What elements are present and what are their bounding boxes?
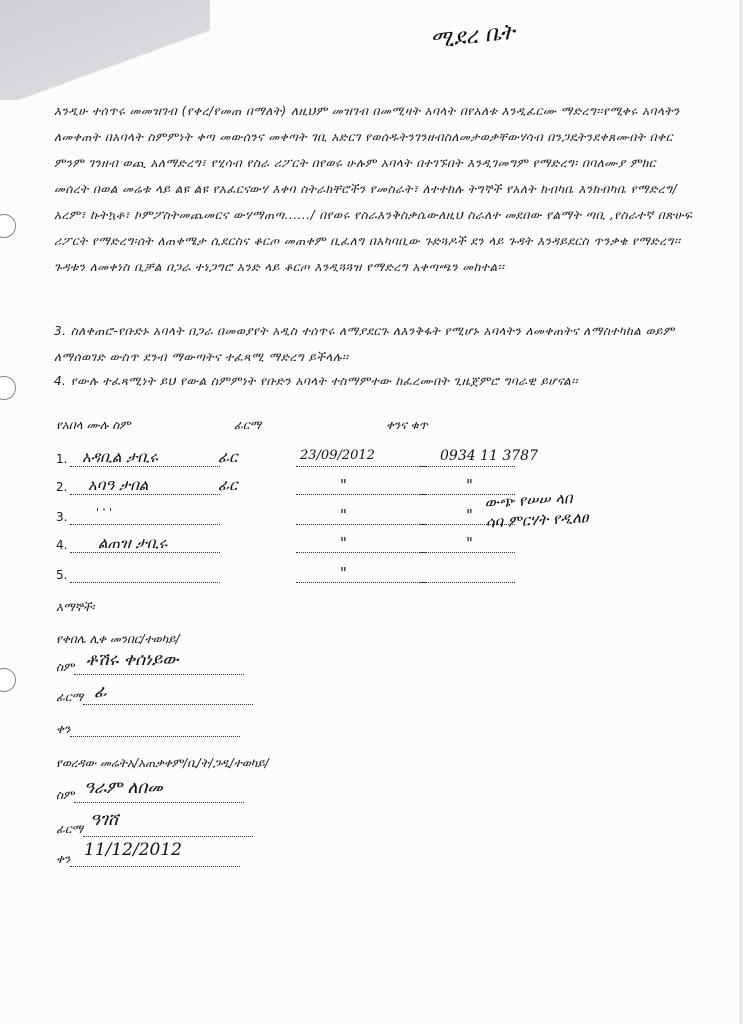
paragraph-duties: እንዲሁ ተሰጥሩ መመዝገብ (የቀረ/የመጠ በማለት) ለዚህም መዝገብ በመሚዛት አባላት በየአለቱ እንዲፈርሙ ማድረግ፡፡የሚቀሩ አባላትን ለመቀጠት በአባላት ስምምነት ቀጣ መውሰንና መቀጣት ገቢ አድርገ የወሰዱትንገንዘብስለመታወቃቸውሃሳብ በንጋዴትንደቀጸሙበት በቀር ምንም ገንዘብ ወጪ አለማድረግ፣ የሂሳብ የስራ ሪፖርት በየወሩ ሁሉም አባላት በተገኙበት እንዲገመግም የማድረግ፡ በባለሙያ ምክር መሰረት በወል መሬቱ ላይ ልዩ ልዩ የአፈርናውሃ እቀባ ስትራክቸሮችን የመስራት፣ ለተተከሉ ትግኞች የአለት ክብካቤ እንክብካቤ የማድረግ/አረም፣ ኩትኳቶ፣ ኮምፖስትመጨመርና ውሃማጠጣ....../ በየወሩ የስራእንቅስቃሴውለዚህ ስራለተ መደበው የልማት ጣቢ ,የስራተኛ በጽሁፍ ሪፖርት የማድረግ፡ሰት ለጠቀሜታ ሲደርስና ቆርጦ መጠቀም ቢፈለግ በአካባቢው ጉድጓዶች ደን ላይ ጉዳት እንዳይደርስ ጥንቃቄ የማድረግ፡፡ ጉዳቱን ለመቀነስ ቢቻል በጋራ ተነጋግሮ አንድ ላይ ቆርጦ እንዲጓጓዝ የማድረግ አቀጣጫን መከተል፡፡ [54,104,693,274]
member-signature: ፊር [218,476,238,494]
office-date-value: 11/12/2012 [84,840,182,860]
member-name: አዳቢል ታቢሩ [82,448,158,466]
table-row: 2. አባዓ ታበል ፊር " " [56,476,556,500]
member-name: ልጠዝ ታቢሩ [98,534,168,552]
office-signature: ዓገሸ [90,810,119,830]
paragraph-section-3: 3. ስለቀጠሮ-የቡድኑ አባላት በጋራ በመወያየት አዲስ ተሰጥሩ ለማያደርጉ ለእንቅፋት የሚሆኑ አባላትን ለመቀጠትና ለማስተካከል ወይም ለማሰወገድ ውስጥ ደንብ ማውጣትና ተፈጻሚ ማድረግ ይችላሉ፡፡ [54,324,675,364]
member-signature: ፊር [218,448,238,466]
member-name: አባዓ ታበል [88,476,149,494]
office-title: የወረዳው መሬትአ/አጠቃቀም/ቢ/ት/ጋዲ/ተወካይ/ [56,756,269,770]
table-row: 4. ልጠዝ ታቢሩ " " [56,534,556,558]
office-name-line: ስም [56,788,244,803]
folded-corner [0,0,210,100]
kebele-date-line: ቀን [56,722,240,737]
member-date: " [340,506,347,524]
witnesses-label: እማኞች፡ [56,600,95,614]
member-phone: " [466,506,473,524]
handwritten-side-note: ውጭ የሠሠ ላበ ሳባ ምርሃት የዲለፀ [484,489,589,532]
member-phone: " [466,476,473,494]
office-date-line: ቀን [56,852,240,867]
kebele-sign-line: ፊርማ [56,690,253,705]
handwritten-header-note: ሚደረ ቤት [428,19,516,54]
member-date: 23/09/2012 [300,448,375,463]
table-row: 3. ' ' ' " " [56,506,556,530]
header-date: ቀንና ቁጥ [386,418,428,432]
member-name: ' ' ' [96,506,113,519]
member-date: " [340,564,347,582]
punch-hole [0,214,16,238]
office-name-value: ዓራም ለበመ [84,778,163,798]
header-signature: ፊርማ [234,418,262,432]
kebele-name-value: ቶሽሩ ቀሰነይው [86,650,179,670]
member-date: " [340,534,347,552]
punch-hole [0,668,16,692]
punch-hole [0,376,16,400]
page-edge [739,0,743,1024]
header-name: የአበላ ሙሉ ስም [56,418,131,432]
kebele-name-line: ስም [56,660,244,675]
kebele-signature: ፊ [94,682,107,702]
member-phone: 0934 11 3787 [440,448,538,464]
table-row: 1. አዳቢል ታቢሩ ፊር 23/09/2012 0934 11 3787 [56,448,538,466]
table-row: 5. " [56,564,556,588]
paragraph-section-4: 4. የውሉ ተፈጻሚነት ይህ የውል ስምምነት የቡድን አባላት ተስማምተው ከፈረሙበት ጊዜጀምሮ ግባራዊ ይሆናል፡፡ [54,374,578,388]
kebele-title: የቀበሌ ሊቀ መንበር/ተወካይ/ [56,632,180,646]
office-sign-line: ፊርማ [56,822,253,837]
member-phone: " [466,534,473,552]
members-table-header [56,418,656,438]
member-date: " [340,476,347,494]
